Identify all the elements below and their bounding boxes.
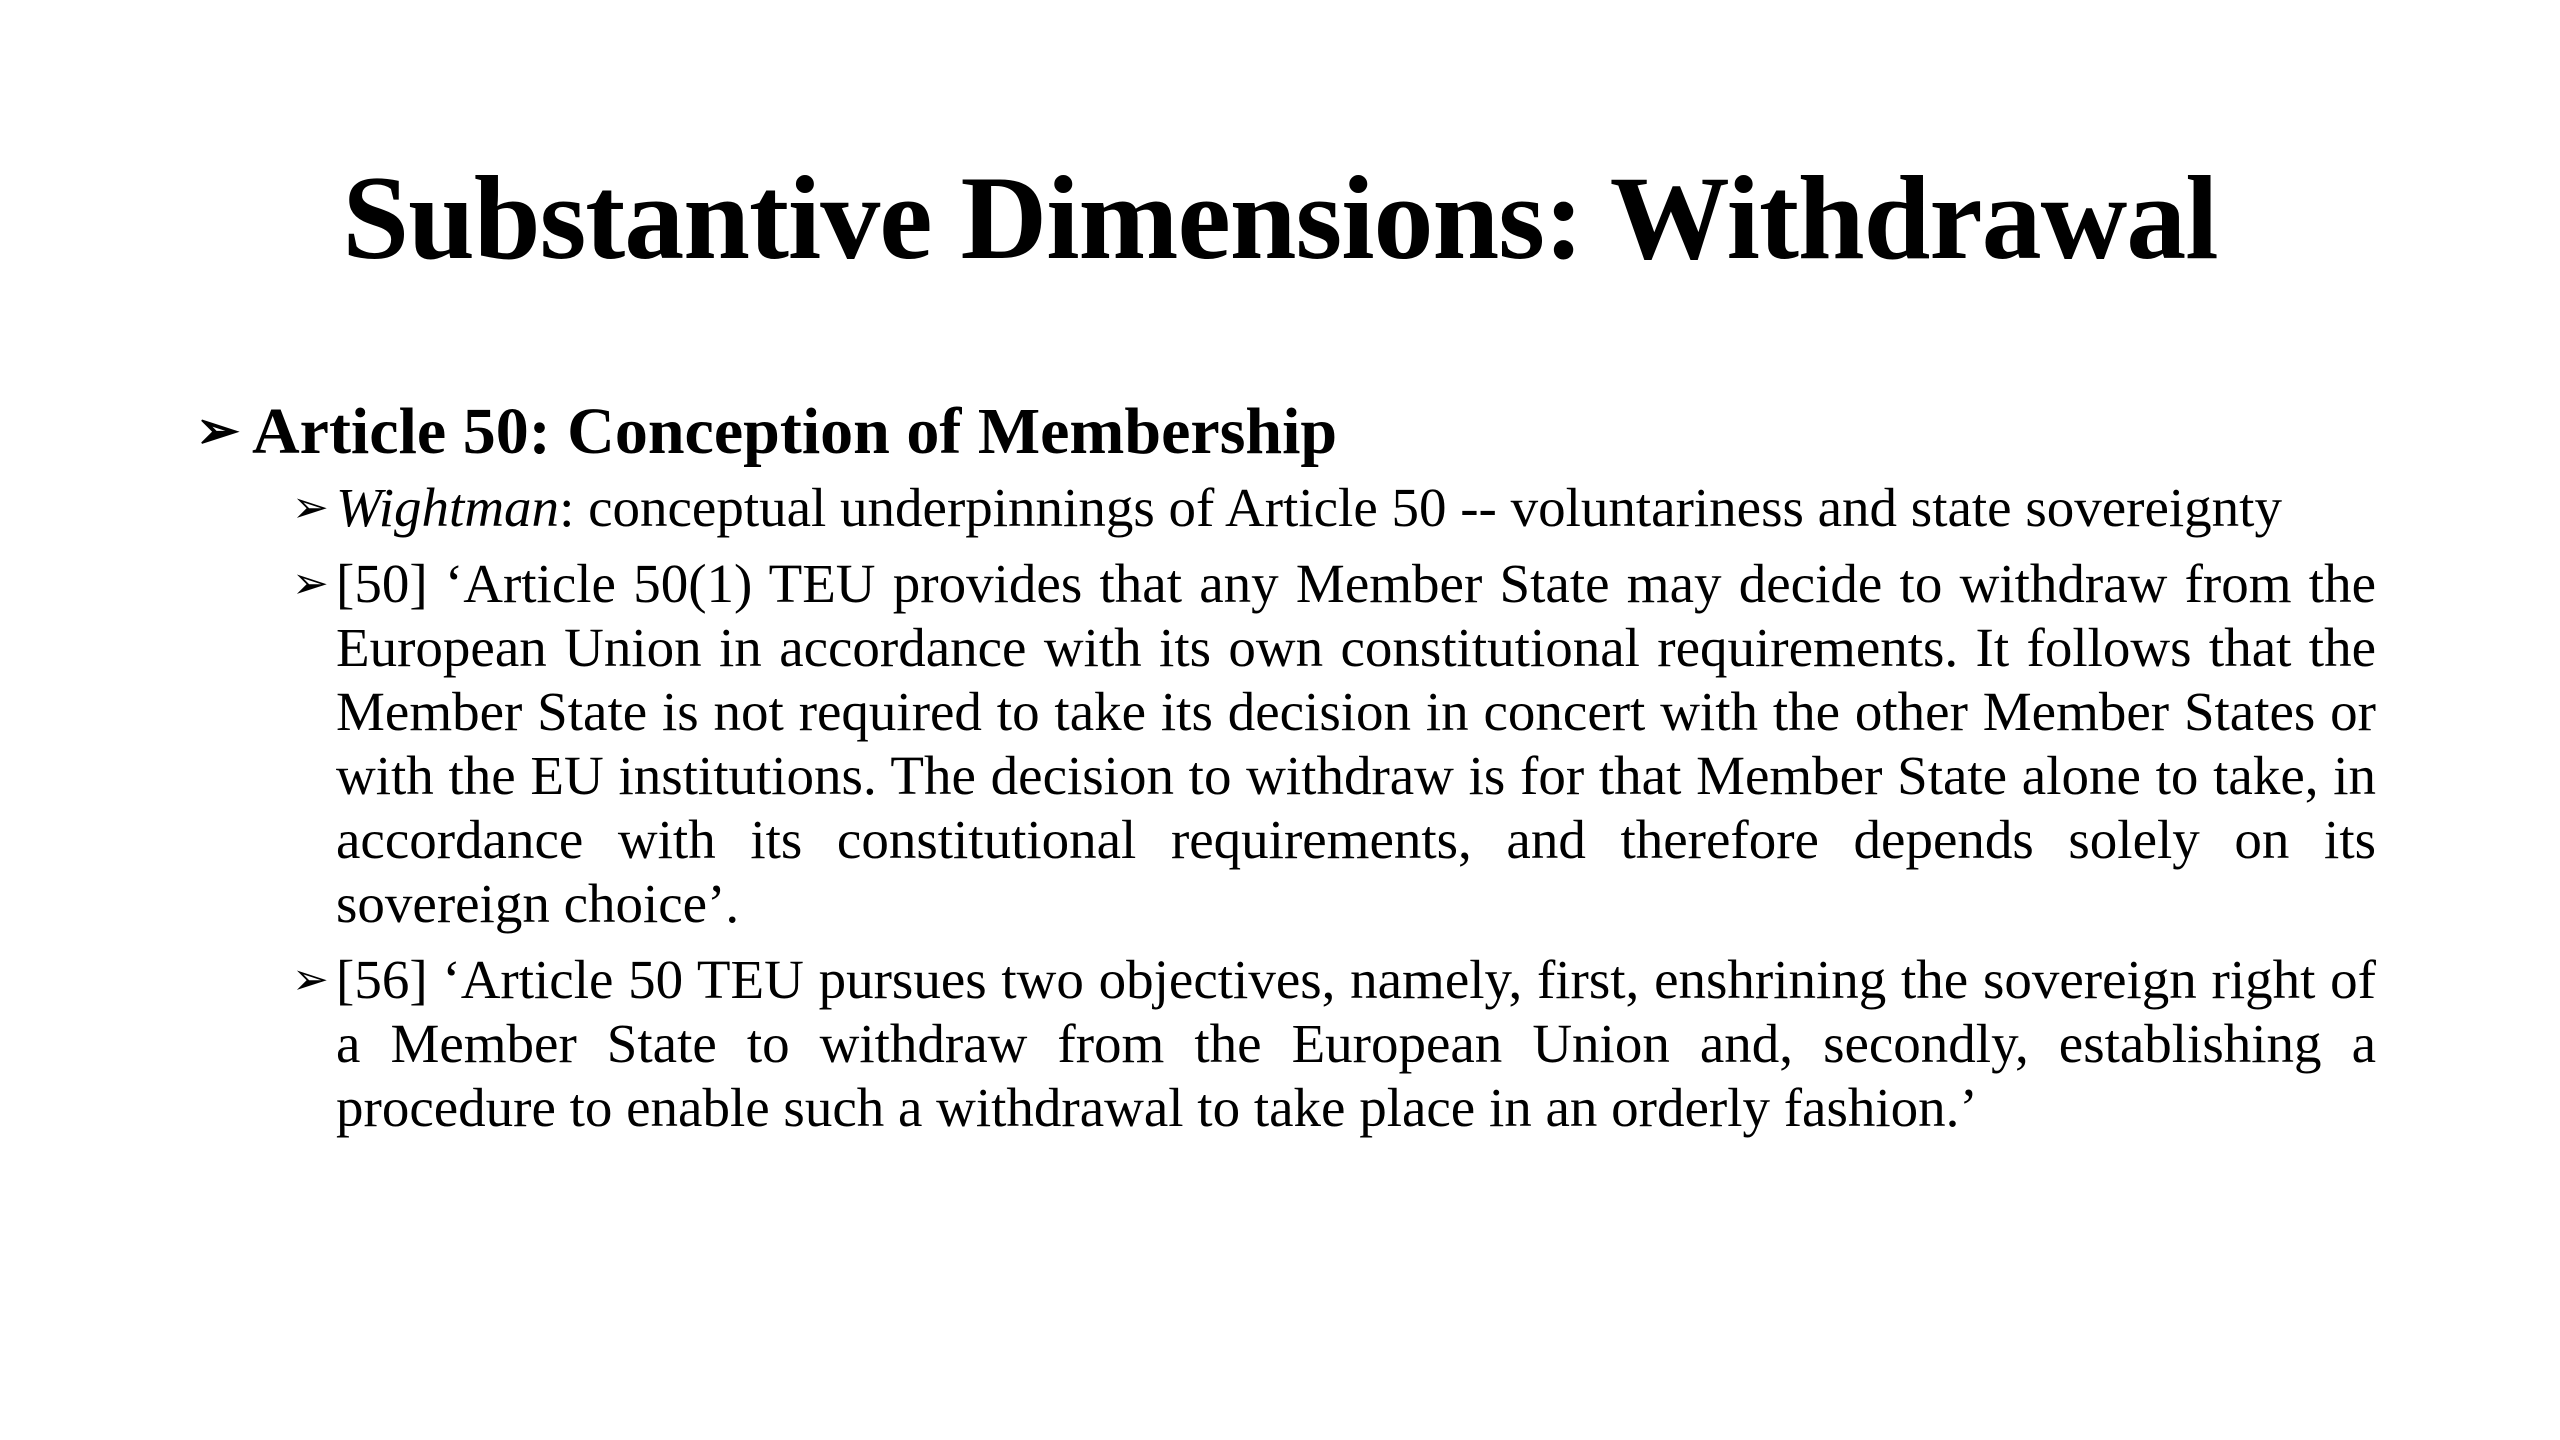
heading-text: Article 50: Conception of Membership bbox=[252, 395, 1338, 468]
slide-title: Substantive Dimensions: Withdrawal bbox=[342, 151, 2218, 284]
sub-bullet-list bbox=[292, 476, 2376, 1140]
sub-bullet-text: [56] ‘Article 50 TEU pursues two objectives, namely, first, enshrining the sovereign right of a Member State to withdraw from the European Union and, secondly, establishing a procedure to enable such a withdrawal to take place in an orderly fashion.’ bbox=[336, 949, 2376, 1138]
slide-body bbox=[196, 392, 2376, 1152]
sub-bullet-paragraph-56 bbox=[292, 948, 2376, 1140]
arrow-bullet-icon: ➢ bbox=[292, 559, 329, 608]
arrow-bullet-icon: ➢ bbox=[292, 483, 329, 532]
sub-bullet-text: [50] ‘Article 50(1) TEU provides that any Member State may decide to withdraw from the European Union in accordance with its own constitutional requirements. It follows that the Member State is not required to take its decision in concert with the other Member States or with the EU institutions. The decision to withdraw is for that Member State alone to take, in accordance with its constitutional requirements, and therefore depends solely on its sovereign choice’. bbox=[336, 553, 2376, 934]
bullet-heading bbox=[196, 392, 2376, 472]
case-name: Wightman bbox=[336, 477, 560, 538]
sub-bullet-wightman bbox=[292, 476, 2376, 540]
arrow-bullet-icon: ➢ bbox=[196, 403, 240, 460]
arrow-bullet-icon: ➢ bbox=[292, 955, 329, 1004]
sub-bullet-paragraph-50 bbox=[292, 552, 2376, 936]
sub-bullet-text: : conceptual underpinnings of Article 50 -- voluntariness and state sovereignty bbox=[559, 477, 2282, 538]
